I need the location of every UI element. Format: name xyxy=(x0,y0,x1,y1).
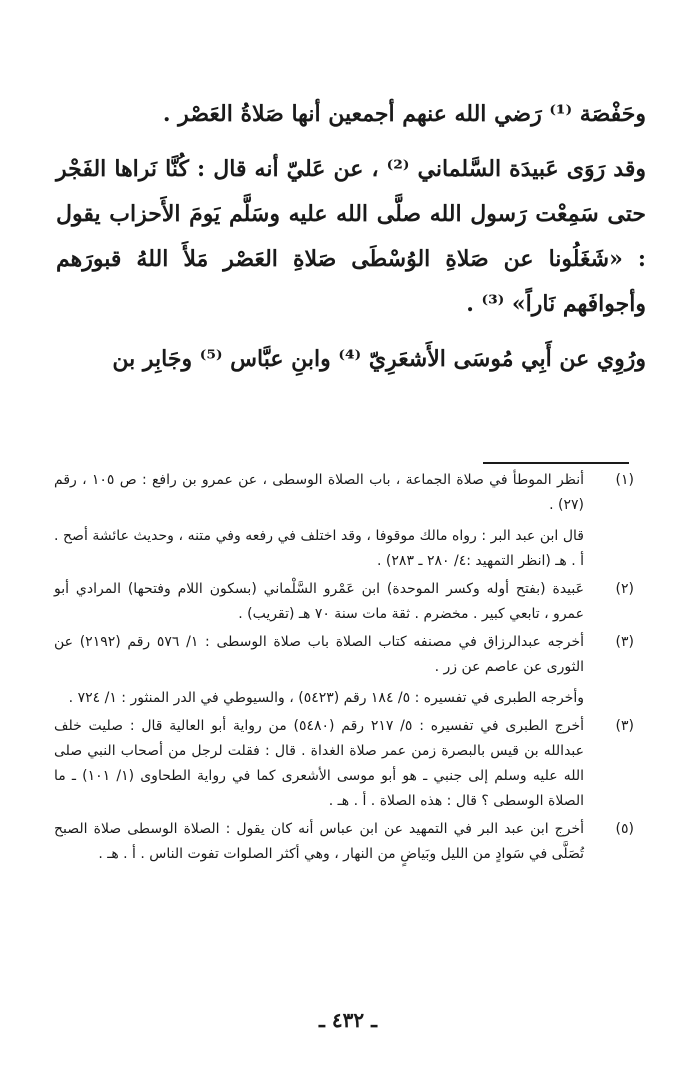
footnote xyxy=(54,714,634,814)
footnote-number: (٢) xyxy=(615,581,634,597)
main-text xyxy=(56,92,646,382)
footnote-text: عَبيدة (بفتح أوله وكسر الموحدة) ابن عَمْرو السَّلْماني (بسكون اللام وفتحها) المرادي أبو عمرو ، تابعي كبير . مخضرم . ثقة مات سنة ٧٠ هـ (تقريب) . xyxy=(54,581,584,622)
footnote xyxy=(54,630,634,711)
footnote-number: (٣) xyxy=(615,718,634,734)
main-paragraph: ورُوِي عن أَبِي مُوسَى الأَشعَرِيّ ⁽⁴⁾ وابنِ عبَّاس ⁽⁵⁾ وجَابِر بن xyxy=(112,346,646,372)
footnote-text: أخرجه عبدالرزاق في مصنفه كتاب الصلاة باب صلاة الوسطى : ١/ ٥٧٦ رقم (٢١٩٢) عن الثورى عن عاصم عن زر . xyxy=(54,634,584,675)
footnote-number: (٥) xyxy=(615,821,634,837)
main-paragraph: وحَفْصَة ⁽¹⁾ رَضي الله عنهم أجمعين أنها صَلاةُ العَصْر . xyxy=(162,101,646,127)
footnote-number: (١) xyxy=(615,472,634,488)
footnote xyxy=(54,468,634,574)
page-number: ـ ٤٣٢ ـ xyxy=(319,1008,377,1032)
footnote-number: (٣) xyxy=(615,634,634,650)
footnote-text: أنظر الموطأ في صلاة الجماعة ، باب الصلاة الوسطى ، عن عمرو بن رافع : ص ١٠٥ ، رقم (٢٧) . xyxy=(54,472,584,513)
footnote xyxy=(54,577,634,627)
footnotes xyxy=(54,468,634,867)
footnote xyxy=(54,817,634,867)
footnote-text: أخرج الطبرى في تفسيره : ٥/ ٢١٧ رقم (٥٤٨٠) من رواية أبو العالية قال : صليت خلف عبدالله بن قيس بالبصرة زمن عمر صلاة الغداة . قال : فقلت لرجل من أصحاب النبي صلى الله عليه وسلم إلى جنبي ـ هو أبو موسى الأشعرى كما في رواية الطحاوى (١/ ١٠١) ـ ما الصلاة الوسطى ؟ قال : هذه الصلاة . أ . هـ . xyxy=(54,718,585,809)
footnote-text: وأخرجه الطبرى في تفسيره : ٥/ ١٨٤ رقم (٥٤٢٣) ، والسيوطي في الدر المنثور : ١/ ٧٢٤ . xyxy=(68,690,584,706)
footnote-separator xyxy=(483,462,629,464)
footnote-text: قال ابن عبد البر : رواه مالك موقوفا ، وقد اختلف في رفعه وفي متنه ، وحديث عائشة أصح . أ . هـ (انظر التمهيد :٤/ ٢٨٠ ـ ٢٨٣) . xyxy=(54,528,584,569)
main-paragraph: وقد رَوَى عَبيدَة السَّلماني ⁽²⁾ ، عن عَليّ أنه قال : كُنَّا نَراها الفَجْر حتى سَمِعْت رَسول الله صلَّى الله عليه وسَلَّم يَومَ الأَحزاب يقول : «شَغَلُونا عن صَلاةِ الوُسْطَى صَلاةِ العَصْر مَلأَ اللهُ قبورَهم وأجوافَهم نَاراً» ⁽³⁾ . xyxy=(56,156,647,317)
footnote-text: أخرج ابن عبد البر في التمهيد عن ابن عباس أنه كان يقول : الصلاة الوسطى صلاة الصبح تُصَلَّى في سَوادٍ من الليل وبَياضٍ من النهار ، وهي أكثر الصلوات تفوت الناس . أ . هـ . xyxy=(54,821,584,862)
